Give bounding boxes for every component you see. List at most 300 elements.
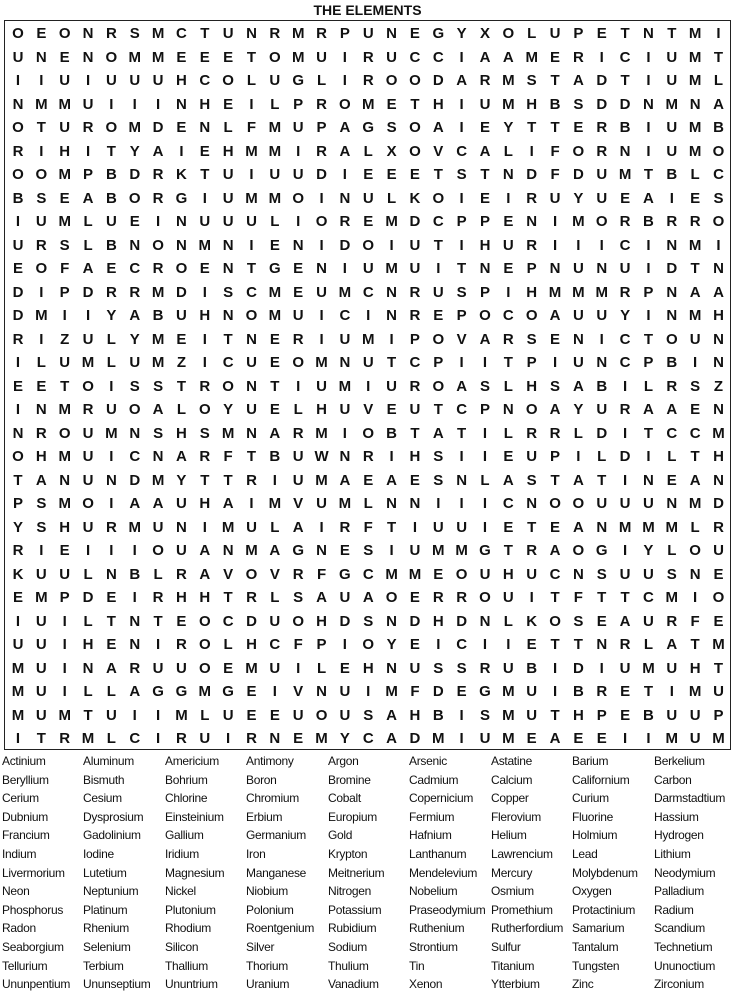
grid-letter[interactable]: A [152,142,164,160]
grid-letter[interactable]: N [339,189,351,207]
grid-letter[interactable]: L [106,354,116,371]
grid-letter[interactable]: U [82,424,94,442]
grid-letter[interactable]: M [548,283,562,301]
grid-letter[interactable]: M [432,542,445,559]
grid-letter[interactable]: U [176,495,187,512]
grid-letter[interactable]: R [316,95,327,113]
grid-letter[interactable]: L [316,72,327,89]
grid-letter[interactable]: E [36,377,47,395]
grid-letter[interactable]: H [316,401,327,418]
grid-letter[interactable]: R [619,213,631,230]
grid-letter[interactable]: M [385,260,398,277]
grid-letter[interactable]: I [249,495,254,512]
grid-letter[interactable]: B [105,189,117,207]
grid-letter[interactable]: U [152,518,164,536]
grid-letter[interactable]: N [222,307,234,324]
grid-letter[interactable]: G [432,25,445,42]
grid-letter[interactable]: B [572,683,584,700]
grid-letter[interactable]: B [12,189,24,207]
grid-letter[interactable]: I [156,706,161,724]
grid-letter[interactable]: M [502,706,515,724]
grid-letter[interactable]: T [550,72,560,89]
grid-letter[interactable]: A [292,518,304,536]
grid-letter[interactable]: O [152,542,164,559]
grid-letter[interactable]: E [293,283,304,301]
grid-letter[interactable]: E [479,119,490,136]
grid-letter[interactable]: U [549,189,561,207]
grid-letter[interactable]: B [596,377,608,395]
grid-letter[interactable]: T [13,471,23,489]
grid-letter[interactable]: I [85,542,91,559]
grid-letter[interactable]: H [176,589,187,606]
grid-letter[interactable]: U [619,659,631,677]
grid-letter[interactable]: T [433,236,443,254]
grid-letter[interactable]: L [293,401,303,418]
grid-letter[interactable]: O [432,189,445,207]
grid-letter[interactable]: I [412,518,418,536]
grid-letter[interactable]: B [643,706,654,724]
grid-letter[interactable]: D [596,424,608,442]
grid-letter[interactable]: A [549,730,561,747]
grid-letter[interactable]: N [643,25,654,42]
grid-letter[interactable]: Y [12,518,23,536]
grid-letter[interactable]: I [646,72,651,89]
grid-letter[interactable]: E [713,565,724,583]
grid-letter[interactable]: O [12,25,24,42]
grid-letter[interactable]: T [200,166,210,183]
grid-letter[interactable]: U [82,95,94,113]
grid-letter[interactable]: U [246,401,257,418]
grid-letter[interactable]: M [595,283,608,301]
grid-letter[interactable]: U [292,166,304,183]
grid-letter[interactable]: Y [456,25,467,42]
grid-letter[interactable]: R [432,589,444,606]
grid-letter[interactable]: O [198,659,211,677]
grid-letter[interactable]: I [623,471,628,489]
grid-letter[interactable]: I [646,730,651,747]
grid-letter[interactable]: S [293,589,304,606]
grid-letter[interactable]: A [689,283,701,301]
grid-letter[interactable]: D [82,589,94,606]
grid-letter[interactable]: I [693,589,698,606]
grid-letter[interactable]: U [643,565,654,583]
grid-letter[interactable]: D [12,283,24,301]
grid-letter[interactable]: I [226,730,231,747]
grid-letter[interactable]: M [105,424,118,442]
grid-letter[interactable]: O [502,25,515,42]
grid-letter[interactable]: P [293,95,304,113]
grid-letter[interactable]: I [342,48,347,66]
grid-letter[interactable]: T [550,589,560,606]
grid-letter[interactable]: D [339,612,351,630]
grid-letter[interactable]: S [526,471,537,489]
grid-letter[interactable]: Y [573,401,584,418]
grid-letter[interactable]: D [596,72,608,89]
grid-letter[interactable]: I [599,48,604,66]
grid-letter[interactable]: A [502,48,514,66]
grid-letter[interactable]: L [667,448,677,465]
grid-letter[interactable]: R [105,25,117,42]
grid-letter[interactable]: M [198,236,212,254]
grid-letter[interactable]: N [479,612,491,630]
grid-letter[interactable]: M [315,471,328,489]
grid-letter[interactable]: R [689,213,701,230]
grid-letter[interactable]: L [200,706,210,724]
grid-letter[interactable]: I [319,189,324,207]
grid-letter[interactable]: E [456,683,467,700]
grid-letter[interactable]: E [363,471,374,489]
grid-letter[interactable]: I [716,236,721,254]
grid-letter[interactable]: K [12,565,24,583]
grid-letter[interactable]: E [269,236,280,254]
grid-letter[interactable]: E [223,95,234,113]
grid-letter[interactable]: L [176,401,187,418]
grid-letter[interactable]: I [319,330,324,348]
grid-letter[interactable]: E [199,260,210,277]
grid-letter[interactable]: I [459,189,464,207]
grid-letter[interactable]: U [292,448,304,465]
grid-letter[interactable]: I [156,95,161,113]
grid-letter[interactable]: M [315,730,328,747]
grid-letter[interactable]: O [362,236,375,254]
grid-letter[interactable]: R [246,471,257,489]
grid-letter[interactable]: T [246,48,257,66]
grid-letter[interactable]: D [152,119,164,136]
grid-letter[interactable]: U [35,683,47,700]
grid-letter[interactable]: I [15,730,21,747]
grid-letter[interactable]: M [665,518,679,536]
grid-letter[interactable]: R [596,142,608,160]
grid-letter[interactable]: N [456,471,468,489]
grid-letter[interactable]: O [105,48,118,66]
grid-letter[interactable]: O [245,565,258,583]
grid-letter[interactable]: Z [713,377,724,395]
grid-letter[interactable]: D [666,260,678,277]
grid-letter[interactable]: O [292,354,305,371]
grid-letter[interactable]: E [596,25,607,42]
grid-letter[interactable]: N [386,25,398,42]
grid-letter[interactable]: R [526,236,538,254]
grid-letter[interactable]: U [713,542,724,559]
grid-letter[interactable]: R [59,730,71,747]
grid-letter[interactable]: T [620,72,630,89]
grid-letter[interactable]: B [666,354,678,371]
grid-letter[interactable]: N [292,236,304,254]
grid-letter[interactable]: G [269,260,281,277]
grid-letter[interactable]: I [646,260,651,277]
grid-letter[interactable]: T [270,377,280,395]
grid-letter[interactable]: M [665,95,679,113]
grid-letter[interactable]: A [619,612,631,630]
grid-letter[interactable]: R [199,377,211,395]
grid-letter[interactable]: T [246,448,257,465]
grid-letter[interactable]: M [245,142,258,160]
grid-letter[interactable]: O [385,72,398,89]
grid-letter[interactable]: I [342,72,347,89]
grid-letter[interactable]: N [596,260,608,277]
grid-letter[interactable]: I [39,72,44,89]
grid-letter[interactable]: I [62,683,67,700]
grid-letter[interactable]: T [246,260,257,277]
grid-letter[interactable]: E [269,401,280,418]
grid-letter[interactable]: G [175,189,188,207]
grid-letter[interactable]: C [666,424,678,442]
grid-letter[interactable]: S [36,518,47,536]
grid-letter[interactable]: S [456,659,467,677]
grid-letter[interactable]: A [572,377,584,395]
grid-letter[interactable]: O [525,401,538,418]
grid-letter[interactable]: T [713,48,724,66]
grid-letter[interactable]: R [129,659,141,677]
grid-letter[interactable]: N [129,236,141,254]
grid-letter[interactable]: U [35,636,47,653]
grid-letter[interactable]: P [83,166,94,183]
grid-letter[interactable]: O [198,612,211,630]
grid-letter[interactable]: N [502,401,514,418]
grid-letter[interactable]: L [83,612,93,630]
grid-letter[interactable]: I [506,636,511,653]
grid-letter[interactable]: M [81,730,95,747]
grid-letter[interactable]: I [366,683,371,700]
grid-letter[interactable]: S [479,377,490,395]
grid-letter[interactable]: U [666,706,678,724]
grid-letter[interactable]: E [433,565,444,583]
grid-letter[interactable]: I [39,542,44,559]
grid-letter[interactable]: O [572,495,585,512]
grid-letter[interactable]: N [222,236,234,254]
grid-letter[interactable]: A [339,119,351,136]
grid-letter[interactable]: A [502,471,514,489]
grid-letter[interactable]: C [643,589,654,606]
grid-letter[interactable]: F [363,518,373,536]
grid-letter[interactable]: E [129,213,140,230]
grid-letter[interactable]: T [713,659,724,677]
grid-letter[interactable]: D [432,683,444,700]
grid-letter[interactable]: U [199,730,211,747]
grid-letter[interactable]: R [35,236,47,254]
grid-letter[interactable]: O [12,448,24,465]
grid-letter[interactable]: R [526,189,538,207]
grid-letter[interactable]: N [222,260,234,277]
grid-letter[interactable]: T [620,589,630,606]
grid-letter[interactable]: C [713,166,724,183]
grid-letter[interactable]: O [525,307,538,324]
grid-letter[interactable]: I [576,236,581,254]
grid-letter[interactable]: I [15,401,21,418]
grid-letter[interactable]: O [479,307,491,324]
grid-letter[interactable]: N [666,307,678,324]
grid-letter[interactable]: U [316,283,327,301]
grid-letter[interactable]: U [176,307,187,324]
grid-letter[interactable]: H [502,565,514,583]
grid-letter[interactable]: R [316,25,327,42]
grid-letter[interactable]: E [503,213,514,230]
grid-letter[interactable]: O [409,142,421,160]
grid-letter[interactable]: T [223,589,233,606]
grid-letter[interactable]: C [339,307,351,324]
grid-letter[interactable]: O [432,377,445,395]
grid-letter[interactable]: C [129,730,141,747]
grid-letter[interactable]: A [456,377,468,395]
grid-letter[interactable]: O [362,424,375,442]
grid-letter[interactable]: N [316,542,327,559]
grid-letter[interactable]: I [389,542,394,559]
grid-letter[interactable]: U [246,354,257,371]
grid-letter[interactable]: R [105,283,117,301]
grid-letter[interactable]: K [526,612,538,630]
grid-letter[interactable]: M [688,119,702,136]
grid-letter[interactable]: L [83,236,93,254]
grid-letter[interactable]: T [410,424,420,442]
grid-letter[interactable]: E [596,612,607,630]
grid-letter[interactable]: C [456,401,468,418]
grid-letter[interactable]: B [105,236,117,254]
grid-letter[interactable]: M [688,142,702,160]
grid-letter[interactable]: A [152,401,164,418]
grid-letter[interactable]: K [409,189,421,207]
grid-letter[interactable]: N [176,95,187,113]
grid-letter[interactable]: M [245,659,258,677]
grid-letter[interactable]: C [199,72,211,89]
grid-letter[interactable]: I [459,495,464,512]
grid-letter[interactable]: M [58,95,71,113]
grid-letter[interactable]: U [59,119,71,136]
grid-letter[interactable]: I [646,448,651,465]
grid-letter[interactable]: I [529,589,534,606]
grid-letter[interactable]: H [246,636,257,653]
grid-letter[interactable]: M [128,48,141,66]
grid-letter[interactable]: P [409,330,420,348]
grid-letter[interactable]: T [433,401,443,418]
grid-letter[interactable]: Z [60,330,70,348]
grid-letter[interactable]: M [688,307,702,324]
grid-letter[interactable]: U [222,213,234,230]
grid-letter[interactable]: N [643,95,654,113]
grid-letter[interactable]: M [11,659,25,677]
grid-letter[interactable]: O [665,330,678,348]
grid-letter[interactable]: R [502,330,514,348]
grid-letter[interactable]: E [409,25,420,42]
grid-letter[interactable]: C [269,636,281,653]
grid-letter[interactable]: T [200,471,210,489]
grid-letter[interactable]: I [15,213,21,230]
grid-letter[interactable]: M [502,95,515,113]
grid-letter[interactable]: U [502,659,514,677]
grid-letter[interactable]: I [249,166,254,183]
grid-letter[interactable]: M [315,424,328,442]
grid-letter[interactable]: T [550,636,560,653]
grid-letter[interactable]: U [129,72,141,89]
grid-letter[interactable]: E [269,330,280,348]
grid-letter[interactable]: T [573,636,583,653]
grid-letter[interactable]: D [619,448,631,465]
grid-letter[interactable]: I [109,377,114,395]
grid-letter[interactable]: E [36,25,47,42]
grid-letter[interactable]: Y [176,471,187,489]
grid-letter[interactable]: I [109,95,114,113]
grid-letter[interactable]: P [526,260,537,277]
grid-letter[interactable]: S [526,72,537,89]
grid-letter[interactable]: M [58,401,71,418]
grid-letter[interactable]: H [59,518,71,536]
grid-letter[interactable]: E [293,260,304,277]
grid-letter[interactable]: I [296,213,301,230]
grid-letter[interactable]: M [151,354,165,371]
grid-letter[interactable]: U [35,213,47,230]
grid-letter[interactable]: A [386,471,398,489]
grid-letter[interactable]: E [573,119,584,136]
grid-letter[interactable]: H [176,72,187,89]
grid-letter[interactable]: C [129,448,141,465]
grid-letter[interactable]: M [408,565,422,583]
grid-letter[interactable]: P [59,283,70,301]
grid-letter[interactable]: U [269,612,281,630]
grid-letter[interactable]: T [620,25,630,42]
grid-letter[interactable]: O [549,495,561,512]
grid-letter[interactable]: C [502,495,514,512]
grid-letter[interactable]: N [82,659,94,677]
grid-letter[interactable]: R [549,424,561,442]
grid-letter[interactable]: O [595,213,608,230]
grid-letter[interactable]: U [105,213,117,230]
grid-letter[interactable]: I [389,236,394,254]
grid-letter[interactable]: E [503,518,514,536]
grid-letter[interactable]: E [386,95,397,113]
grid-letter[interactable]: U [409,260,421,277]
grid-letter[interactable]: N [386,307,398,324]
grid-letter[interactable]: P [643,354,654,371]
grid-letter[interactable]: M [642,518,655,536]
grid-letter[interactable]: M [572,283,585,301]
grid-letter[interactable]: O [712,142,725,160]
grid-letter[interactable]: O [455,565,468,583]
grid-letter[interactable]: M [58,213,71,230]
grid-letter[interactable]: P [12,495,23,512]
grid-letter[interactable]: C [409,48,421,66]
grid-letter[interactable]: V [223,565,234,583]
grid-letter[interactable]: M [58,706,71,724]
grid-letter[interactable]: H [479,236,491,254]
grid-letter[interactable]: H [35,448,47,465]
grid-letter[interactable]: E [713,612,724,630]
grid-letter[interactable]: M [688,25,702,42]
grid-letter[interactable]: N [59,471,71,489]
grid-letter[interactable]: I [459,48,464,66]
grid-letter[interactable]: U [12,48,24,66]
grid-letter[interactable]: N [35,401,47,418]
grid-letter[interactable]: A [479,48,491,66]
grid-letter[interactable]: I [85,307,91,324]
grid-letter[interactable]: M [221,424,235,442]
grid-letter[interactable]: I [599,236,604,254]
grid-letter[interactable]: U [713,683,724,700]
grid-letter[interactable]: M [58,166,71,183]
grid-letter[interactable]: C [362,730,374,747]
grid-letter[interactable]: I [202,283,207,301]
grid-letter[interactable]: Y [223,401,234,418]
grid-letter[interactable]: E [550,48,561,66]
grid-letter[interactable]: E [363,166,374,183]
grid-letter[interactable]: M [315,354,328,371]
grid-letter[interactable]: G [479,542,491,559]
grid-letter[interactable]: R [292,424,304,442]
grid-letter[interactable]: I [646,48,651,66]
grid-letter[interactable]: U [526,448,538,465]
grid-letter[interactable]: E [293,730,304,747]
grid-letter[interactable]: N [689,565,701,583]
grid-letter[interactable]: R [152,589,164,606]
grid-letter[interactable]: U [549,25,561,42]
